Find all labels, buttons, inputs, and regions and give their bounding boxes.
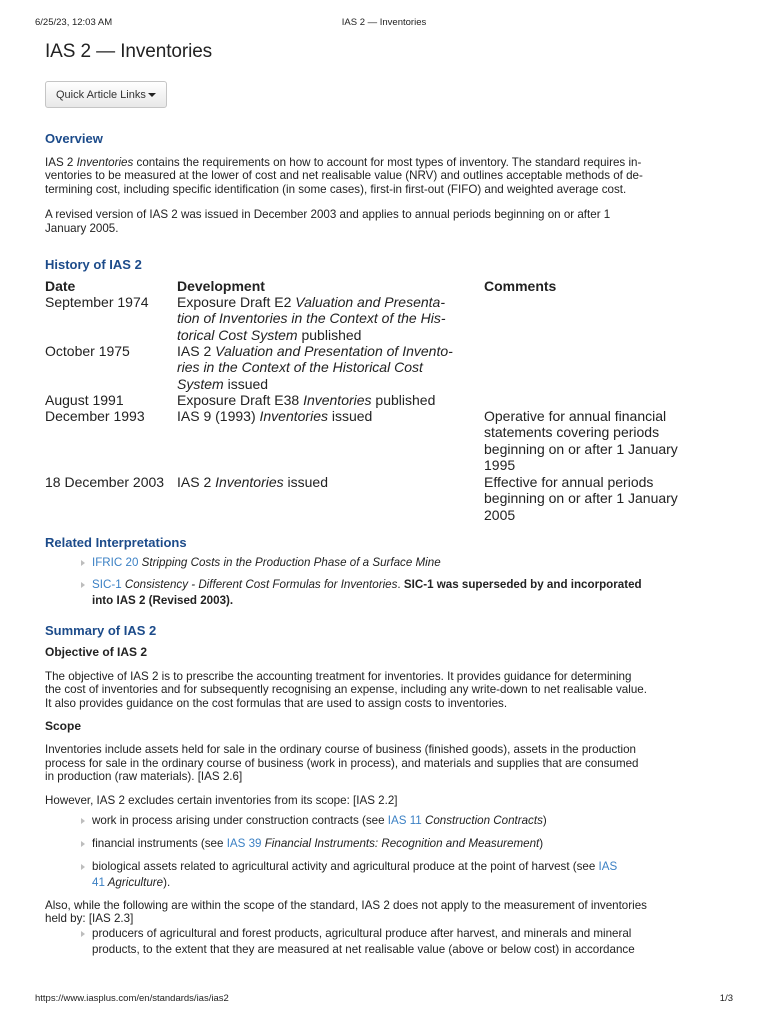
related-interpretations-list <box>45 555 725 609</box>
history-header-date: Date <box>45 278 76 295</box>
text-line: beginning on or after 1 January <box>484 490 678 507</box>
text-run: Exposure Draft E2 <box>177 294 296 311</box>
text-run: ). <box>163 875 171 889</box>
text-run: IAS 9 (1993) <box>177 408 260 425</box>
text-run: ries in the Context of the Historical Cost <box>177 359 423 376</box>
text-line: ventories to be measured at the lower of cost and net realisable value (NRV) and outlines acceptable methods of de- <box>45 169 643 183</box>
text-line: 1995 <box>484 457 516 474</box>
list-item <box>45 813 725 829</box>
text-run: Inventories <box>259 408 328 425</box>
text-run: IAS 2 <box>177 343 216 360</box>
text-line: January 2005. <box>45 221 119 235</box>
ias-11-link[interactable]: IAS 11 <box>387 813 422 827</box>
text-run: published <box>297 326 362 343</box>
ias-41-link[interactable]: IAS <box>598 859 618 873</box>
history-row-development <box>177 408 372 424</box>
text-run: published <box>371 392 436 409</box>
text-run: Financial Instruments: Recognition and Measurement <box>261 836 540 850</box>
text-line: beginning on or after 1 January <box>484 440 678 457</box>
overview-paragraph-2 <box>45 208 725 235</box>
text-run: financial instruments (see <box>92 836 227 850</box>
text-run: biological assets related to agricultural activity and agricultural produce at the point of harvest (see <box>92 859 599 873</box>
text-line: products, to the extent that they are measured at net realisable value (above or below cost) in accordance <box>92 942 635 956</box>
overview-paragraph-1 <box>45 156 725 196</box>
history-table <box>45 278 725 536</box>
print-page-number: 1/3 <box>719 993 733 1004</box>
arrow-bullet-icon <box>81 818 85 824</box>
text-line: Also, while the following are within the scope of the standard, IAS 2 does not apply to the measurement of inventories <box>45 898 647 912</box>
print-date: 6/25/23, 12:03 AM <box>35 17 113 28</box>
text-run: Exposure Draft E38 <box>177 392 304 409</box>
text-line: 2005 <box>484 506 516 523</box>
history-row-development <box>177 294 482 343</box>
text-run: into IAS 2 (Revised 2003). <box>92 594 234 608</box>
arrow-bullet-icon <box>81 582 85 588</box>
text-line: Inventories include assets held for sale in the ordinary course of business (finished goods), assets in the production <box>45 743 636 757</box>
text-run: Consistency - Different Cost Formulas for Inventories <box>121 578 398 592</box>
ias-41-link[interactable]: 41 <box>92 875 105 889</box>
article-content <box>45 40 725 958</box>
text-run: IAS 2 <box>45 156 77 169</box>
history-row-development <box>177 343 482 392</box>
history-row-date: December 1993 <box>45 408 145 425</box>
history-row-development <box>177 392 435 408</box>
text-line: Effective for annual periods <box>484 474 654 491</box>
text-run: Construction Contracts <box>421 813 543 827</box>
text-line: statements covering periods <box>484 424 660 441</box>
text-line: Operative for annual financial <box>484 408 667 425</box>
scope-also-paragraph <box>45 899 725 926</box>
summary-heading: Summary of IAS 2 <box>45 623 157 639</box>
print-doc-title: IAS 2 — Inventories <box>341 17 427 28</box>
text-run: IAS 2 <box>177 474 216 491</box>
text-run: issued <box>283 474 328 491</box>
page-title: IAS 2 — Inventories <box>45 41 213 62</box>
objective-paragraph <box>45 670 725 710</box>
scope-held-by-list <box>45 926 725 958</box>
list-item <box>45 836 725 852</box>
text-line: producers of agricultural and forest products, agricultural produce after harvest, and minerals and mineral <box>92 926 632 940</box>
arrow-bullet-icon <box>81 864 85 870</box>
scope-excludes-intro: However, IAS 2 excludes certain inventories from its scope: [IAS 2.2] <box>45 794 398 808</box>
text-run: Valuation and Presenta- <box>295 294 445 311</box>
list-item <box>45 555 725 571</box>
print-footer <box>35 993 733 1005</box>
text-run: torical Cost System <box>177 326 298 343</box>
text-run: Stripping Costs in the Production Phase of a Surface Mine <box>138 556 441 570</box>
caret-down-icon <box>148 93 156 97</box>
text-run: tion of Inventories in the Context of the His- <box>177 310 446 327</box>
text-line: The objective of IAS 2 is to prescribe the accounting treatment for inventories. It provides guidance for determining <box>45 670 632 684</box>
sic-1-link[interactable]: SIC-1 <box>92 578 122 592</box>
text-line: It also provides guidance on the cost formulas that are used to assign costs to inventories. <box>45 696 508 710</box>
text-line: the cost of inventories and for subsequently recognising an expense, including any write-down to net realisable value. <box>45 683 647 697</box>
history-row-development <box>177 474 328 490</box>
list-item <box>45 859 725 891</box>
text-run: System <box>177 375 224 392</box>
history-row-date: October 1975 <box>45 343 130 360</box>
history-row-date: September 1974 <box>45 294 149 311</box>
history-heading: History of IAS 2 <box>45 257 142 273</box>
history-row-comments <box>484 474 724 523</box>
text-run: Agriculture <box>104 875 164 889</box>
print-url: https://www.iasplus.com/en/standards/ias/ias2 <box>35 993 229 1004</box>
text-line: A revised version of IAS 2 was issued in December 2003 and applies to annual periods beginning on or after 1 <box>45 208 611 222</box>
text-run: Valuation and Presentation of Invento- <box>215 343 453 360</box>
history-date-link[interactable]: 18 December 2003 <box>45 474 165 491</box>
text-line: termining cost, including specific identification (in some cases), first-in first-out (FIFO) and weighted average cost. <box>45 182 627 196</box>
scope-heading: Scope <box>45 719 82 734</box>
list-item <box>45 577 725 609</box>
ias-39-link[interactable]: IAS 39 <box>226 836 262 850</box>
text-run: issued <box>327 408 373 425</box>
text-line: held by: [IAS 2.3] <box>45 912 134 926</box>
text-line: in production (raw materials). [IAS 2.6] <box>45 770 243 784</box>
text-run: ) <box>542 813 547 827</box>
related-interpretations-heading: Related Interpretations <box>45 535 187 551</box>
scope-excludes-list <box>45 813 725 891</box>
scope-paragraph <box>45 743 725 783</box>
quick-article-links-button[interactable] <box>45 81 167 108</box>
objective-heading: Objective of IAS 2 <box>45 645 148 660</box>
text-run: Inventories <box>303 392 372 409</box>
history-row-comments <box>484 408 724 474</box>
history-header-comments: Comments <box>484 278 557 295</box>
ifric-20-link[interactable]: IFRIC 20 <box>92 556 139 570</box>
overview-heading: Overview <box>45 131 103 146</box>
text-run: ) <box>539 836 544 850</box>
arrow-bullet-icon <box>81 560 85 566</box>
arrow-bullet-icon <box>81 931 85 937</box>
text-run: SIC-1 was superseded by and incorporated <box>403 578 642 592</box>
text-line: process for sale in the ordinary course of business (work in process), and materials and supplies that are consumed <box>45 756 639 770</box>
text-run: work in process arising under construction contracts (see <box>92 813 388 827</box>
quick-links-label: Quick Article Links <box>56 89 146 101</box>
history-header-development: Development <box>177 278 265 295</box>
text-run: . <box>397 578 404 592</box>
history-row-date: August 1991 <box>45 392 124 409</box>
text-run: issued <box>223 375 269 392</box>
text-run: Inventories <box>215 474 284 491</box>
list-item <box>45 926 725 958</box>
print-header <box>35 17 733 31</box>
text-run: contains the requirements on how to account for most types of inventory. The standard requires in- <box>133 156 642 169</box>
text-run: Inventories <box>76 156 134 169</box>
arrow-bullet-icon <box>81 841 85 847</box>
